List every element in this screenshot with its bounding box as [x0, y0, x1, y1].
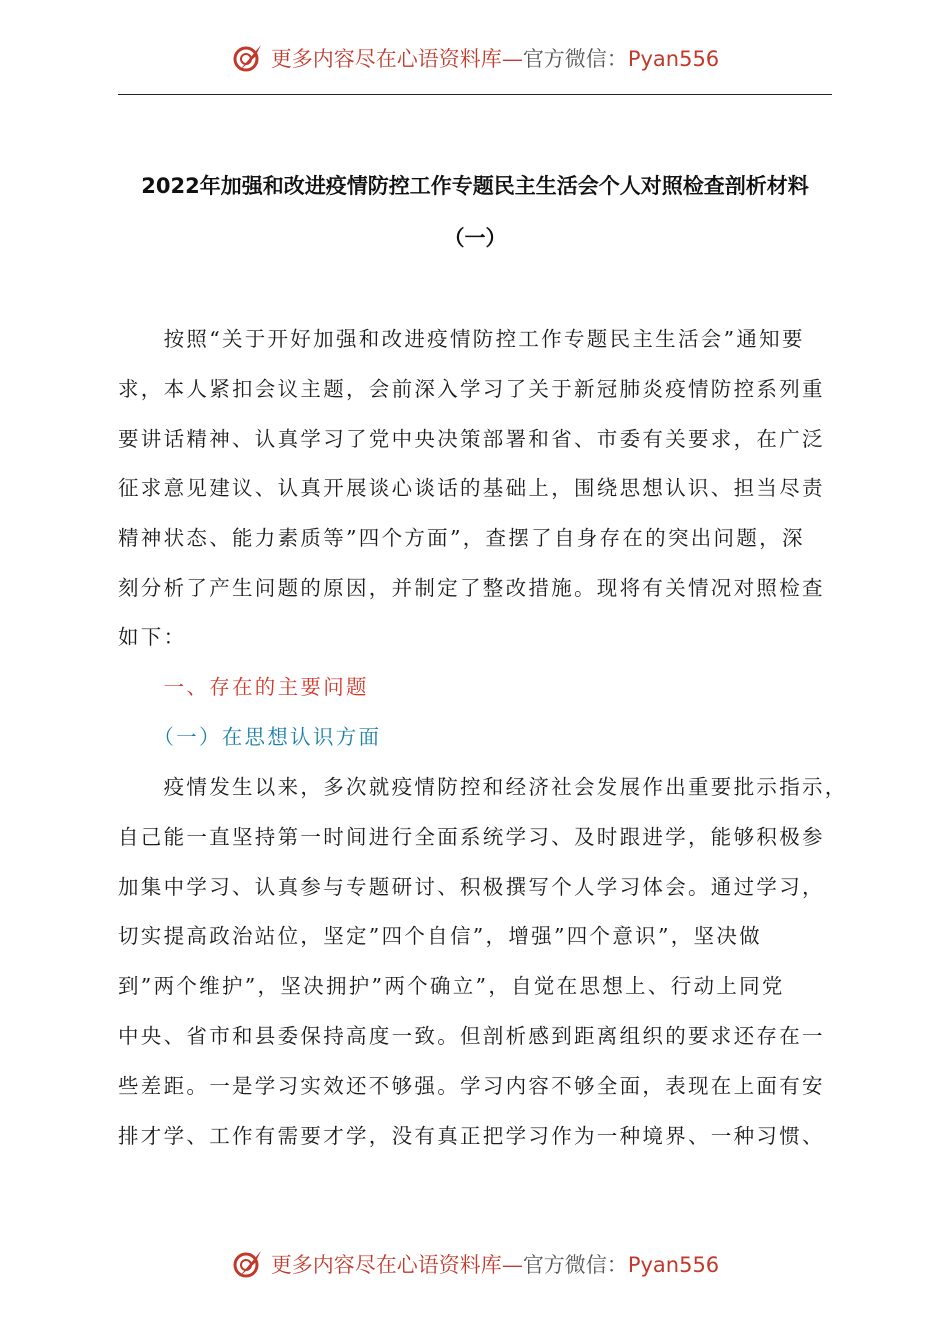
document-title: 2022年加强和改进疫情防控工作专题民主生活会个人对照检查剖析材料: [141, 174, 809, 198]
paragraph-line: 自己能一直坚持第一时间进行全面系统学习、及时跟进学，能够积极参: [118, 825, 825, 849]
footer-banner: [0, 1244, 950, 1284]
paragraph-line: 按照“关于开好加强和改进疫情防控工作专题民主生活会”通知要: [118, 327, 805, 351]
paragraph-line: 中央、省市和县委保持高度一致。但剖析感到距离组织的要求还存在一: [118, 1024, 825, 1048]
paragraph-line: 求，本人紧扣会议主题，会前深入学习了关于新冠肺炎疫情防控系列重: [118, 377, 825, 401]
paragraph-line: 如下：: [118, 625, 187, 649]
paragraph-line: 加集中学习、认真参与专题研讨、积极撰写个人学习体会。通过学习，: [118, 875, 825, 899]
banner-separator: —: [501, 1253, 523, 1277]
quill-logo-icon: [231, 1247, 265, 1281]
paragraph-line: 到”两个维护”，坚决拥护”两个确立”，自觉在思想上、行动上同党: [118, 974, 785, 998]
banner-separator: —: [501, 47, 523, 71]
header-divider: [118, 94, 832, 95]
document-subtitle: （一）: [443, 226, 507, 250]
quill-logo-icon: [231, 41, 265, 75]
paragraph-line: 要讲话精神、认真学习了党中央决策部署和省、市委有关要求，在广泛: [118, 427, 825, 451]
banner-wechat-label: 官方微信：: [522, 1253, 628, 1277]
banner-site-name: 更多内容尽在心语资料库: [270, 1253, 502, 1277]
paragraph-line: 排才学、工作有需要才学，没有真正把学习作为一种境界、一种习惯、: [118, 1124, 825, 1148]
subsection-heading: （一）在思想认识方面: [118, 725, 382, 749]
paragraph-line: 切实提高政治站位，坚定”四个自信”，增强”四个意识”，坚决做: [118, 924, 762, 948]
paragraph-line: 刻分析了产生问题的原因，并制定了整改措施。现将有关情况对照检查: [118, 576, 825, 600]
banner-text: [271, 1249, 719, 1279]
banner-wechat-label: 官方微信：: [522, 47, 628, 71]
banner-site-name: 更多内容尽在心语资料库: [270, 47, 502, 71]
paragraph-line: 征求意见建议、认真开展谈心谈话的基础上，围绕思想认识、担当尽责: [118, 476, 825, 500]
paragraph-line: 疫情发生以来，多次就疫情防控和经济社会发展作出重要批示指示，: [118, 775, 848, 799]
banner-wechat-id: Pyan556: [627, 1253, 720, 1277]
paragraph-line: 精神状态、能力素质等”四个方面”，查摆了自身存在的突出问题，深: [118, 526, 805, 550]
banner-wechat-id: Pyan556: [627, 47, 720, 71]
banner-text: [271, 43, 719, 73]
section-heading: 一、存在的主要问题: [118, 675, 369, 699]
header-banner: [0, 38, 950, 78]
paragraph-line: 些差距。一是学习实效还不够强。学习内容不够全面，表现在上面有安: [118, 1074, 825, 1098]
